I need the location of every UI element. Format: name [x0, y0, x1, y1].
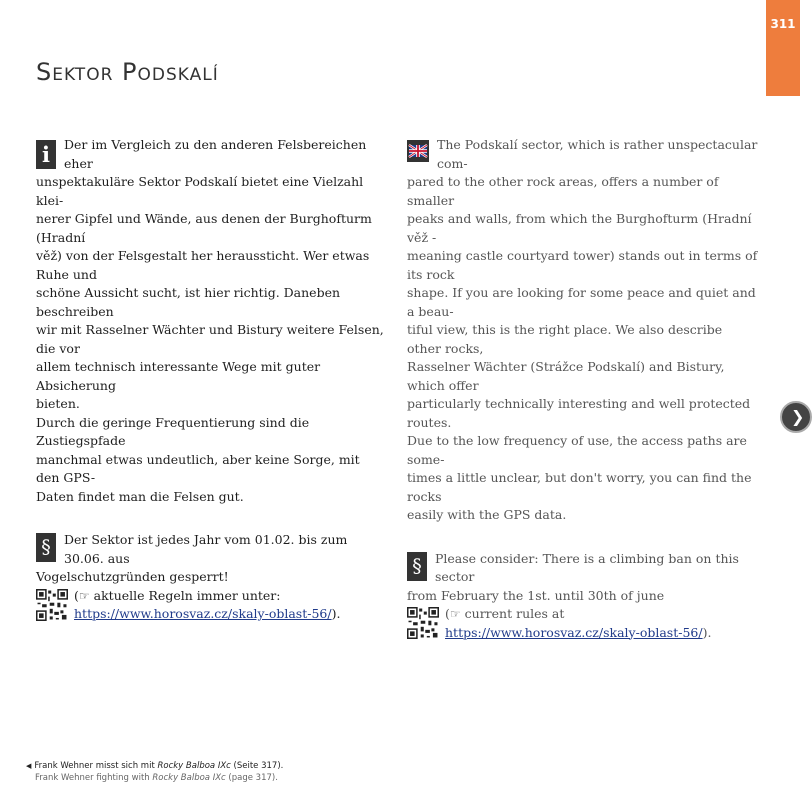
english-column: [407, 136, 759, 642]
photo-caption: [26, 760, 283, 784]
rules-text: [445, 605, 711, 642]
intro-line: shape. If you are looking for some peace and quiet and a beau-: [407, 285, 756, 319]
paragraph-icon: §: [407, 552, 427, 581]
qr-code-icon: [36, 589, 68, 621]
intro-line: manchmal etwas undeutlich, aber keine Sorge, mit den GPS-: [36, 451, 360, 485]
english-intro: [407, 136, 759, 525]
pointing-hand-icon: ☞: [449, 607, 461, 621]
intro-line: easily with the GPS data.: [407, 507, 567, 522]
intro-line: Rasselner Wächter (Strážce Podskalí) and Bistury, which offer: [407, 359, 725, 393]
intro-line: The Podskalí sector, which is rather unspectacular com-: [437, 137, 758, 171]
triangle-left-icon: ◀: [26, 762, 32, 770]
german-law-notice: [36, 531, 386, 624]
intro-line: věž) von der Felsgestalt her heraussticht. Wer etwas Ruhe und: [36, 248, 370, 282]
qr-code-icon: [407, 607, 439, 639]
rules-suffix: ).: [702, 624, 712, 640]
caption-text: Frank Wehner misst sich mit: [34, 761, 158, 771]
intro-line: nerer Gipfel und Wände, aus denen der Burghofturm (Hradní: [36, 211, 372, 245]
rules-label: current rules at: [464, 606, 565, 621]
intro-line: tiful view, this is the right place. We also describe other rocks,: [407, 322, 723, 356]
german-intro: [36, 136, 386, 506]
intro-line: times a little unclear, but don't worry, you can find the rocks: [407, 470, 752, 504]
rules-prefix: (: [445, 606, 450, 621]
law-line: Der Sektor ist jedes Jahr vom 01.02. bis zum 30.06. aus: [64, 532, 348, 566]
caption-page: (Seite 317).: [230, 761, 284, 771]
pointing-hand-icon: ☞: [78, 588, 90, 603]
intro-line: peaks and walls, from which the Burghofturm (Hradní věž -: [407, 211, 752, 245]
caption-text: Frank Wehner fighting with: [35, 773, 153, 783]
intro-line: Der im Vergleich zu den anderen Felsbereichen eher: [64, 137, 367, 171]
paragraph-icon: §: [36, 533, 56, 562]
law-line: Please consider: There is a climbing ban on this sector: [435, 550, 739, 584]
page-number-tab: [766, 0, 800, 96]
rules-link[interactable]: https://www.horosvaz.cz/skaly-oblast-56/: [74, 606, 332, 621]
info-icon: i: [36, 140, 56, 169]
caption-page: (page 317).: [225, 773, 278, 783]
intro-line: unspektakuläre Sektor Podskalí bietet eine Vielzahl klei-: [36, 174, 364, 208]
caption-route: Rocky Balboa IXc: [152, 773, 226, 783]
rules-suffix: ).: [331, 606, 341, 621]
page-title: Sektor Podskalí: [36, 58, 219, 86]
intro-line: wir mit Rasselner Wächter und Bistury weitere Felsen, die vor: [36, 322, 384, 356]
page-number: 311: [770, 17, 796, 31]
rules-link[interactable]: https://www.horosvaz.cz/skaly-oblast-56/: [445, 624, 703, 640]
german-rules-row: [36, 587, 386, 624]
rules-prefix: (: [74, 587, 79, 603]
intro-line: pared to the other rock areas, offers a number of smaller: [407, 174, 719, 208]
rules-label: aktuelle Regeln immer unter:: [93, 587, 281, 603]
english-law-notice: [407, 550, 759, 643]
caption-german: [26, 760, 283, 772]
next-page-icon[interactable]: ❯: [780, 401, 812, 433]
intro-line: meaning castle courtyard tower) stands out in terms of its rock: [407, 248, 758, 282]
german-column: [36, 136, 386, 624]
caption-route: Rocky Balboa IXc: [157, 761, 231, 771]
intro-line: Daten findet man die Felsen gut.: [36, 488, 244, 504]
caption-english: [26, 772, 283, 784]
english-rules-row: [407, 605, 759, 642]
law-line: Vogelschutzgründen gesperrt!: [36, 569, 229, 584]
intro-line: Due to the low frequency of use, the access paths are some-: [407, 433, 747, 467]
rules-text: [74, 587, 340, 624]
intro-line: bieten.: [36, 396, 80, 411]
intro-line: particularly technically interesting and well protected routes.: [407, 396, 751, 430]
law-line: from February the 1st. until 30th of june: [407, 587, 665, 603]
intro-line: Durch die geringe Frequentierung sind die Zustiegspfade: [36, 414, 310, 448]
uk-flag-icon: [407, 140, 429, 162]
intro-line: schöne Aussicht sucht, ist hier richtig. Daneben beschreiben: [36, 285, 341, 319]
intro-line: allem technisch interessante Wege mit guter Absicherung: [36, 359, 321, 393]
